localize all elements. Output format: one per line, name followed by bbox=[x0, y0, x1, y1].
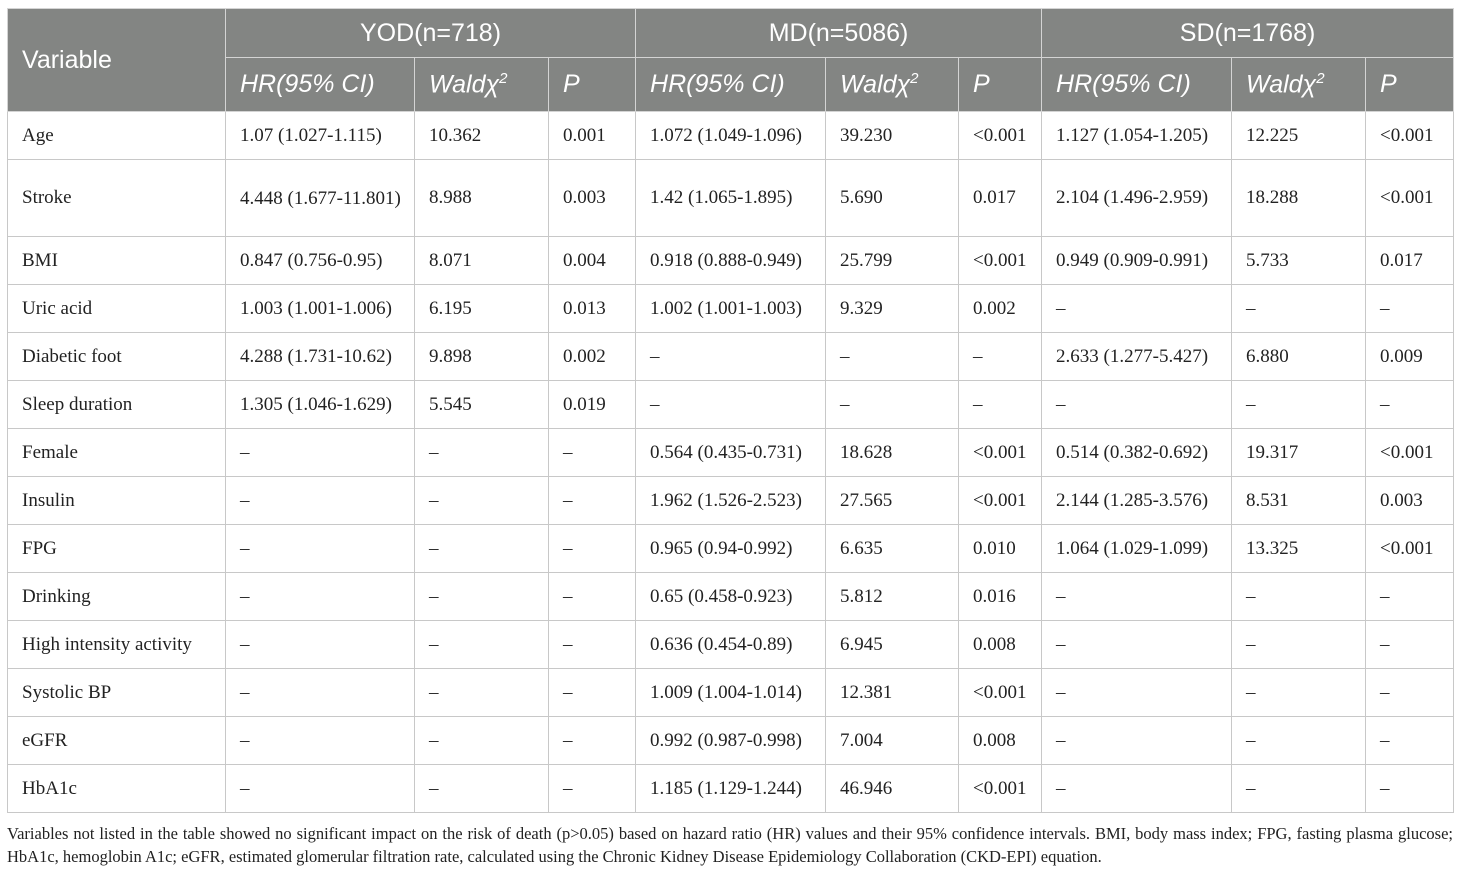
hr-cell: 0.992 (0.987-0.998) bbox=[636, 717, 826, 765]
table-row bbox=[8, 669, 1454, 717]
hr-cell: 4.288 (1.731-10.62) bbox=[226, 333, 415, 381]
p-cell: <0.001 bbox=[1366, 429, 1454, 477]
hr-cell: – bbox=[226, 621, 415, 669]
p-cell: – bbox=[1366, 573, 1454, 621]
p-cell: – bbox=[1366, 765, 1454, 813]
wald-cell: 18.628 bbox=[826, 429, 959, 477]
p-cell: 0.013 bbox=[549, 285, 636, 333]
wald-cell: 27.565 bbox=[826, 477, 959, 525]
table-row bbox=[8, 621, 1454, 669]
p-cell: – bbox=[549, 525, 636, 573]
p-cell: <0.001 bbox=[1366, 112, 1454, 160]
p-cell: 0.017 bbox=[1366, 237, 1454, 285]
p-cell: – bbox=[1366, 669, 1454, 717]
p-cell: – bbox=[549, 765, 636, 813]
wald-header: Waldχ$^2$ bbox=[415, 58, 549, 112]
variable-cell: BMI bbox=[8, 237, 226, 285]
hr-cell: 1.42 (1.065-1.895) bbox=[636, 160, 826, 237]
wald-cell: 6.945 bbox=[826, 621, 959, 669]
variable-cell: High intensity activity bbox=[8, 621, 226, 669]
variable-cell: HbA1c bbox=[8, 765, 226, 813]
wald-cell: 6.195 bbox=[415, 285, 549, 333]
p-cell: 0.010 bbox=[959, 525, 1042, 573]
p-cell: – bbox=[959, 381, 1042, 429]
p-cell: 0.017 bbox=[959, 160, 1042, 237]
hr-cell: 1.064 (1.029-1.099) bbox=[1042, 525, 1232, 573]
hr-cell: – bbox=[226, 525, 415, 573]
wald-cell: 12.225 bbox=[1232, 112, 1366, 160]
wald-cell: 9.329 bbox=[826, 285, 959, 333]
hr-cell: 0.847 (0.756-0.95) bbox=[226, 237, 415, 285]
table-row bbox=[8, 381, 1454, 429]
wald-cell: – bbox=[1232, 621, 1366, 669]
hr-cell: – bbox=[1042, 573, 1232, 621]
wald-cell: – bbox=[415, 573, 549, 621]
hr-cell: 0.65 (0.458-0.923) bbox=[636, 573, 826, 621]
wald-cell: 10.362 bbox=[415, 112, 549, 160]
hr-cell: 2.144 (1.285-3.576) bbox=[1042, 477, 1232, 525]
hr-cell: 1.962 (1.526-2.523) bbox=[636, 477, 826, 525]
p-cell: <0.001 bbox=[1366, 525, 1454, 573]
p-cell: – bbox=[959, 333, 1042, 381]
hr-cell: 0.949 (0.909-0.991) bbox=[1042, 237, 1232, 285]
hr-cell: 1.185 (1.129-1.244) bbox=[636, 765, 826, 813]
p-cell: – bbox=[549, 669, 636, 717]
wald-cell: 19.317 bbox=[1232, 429, 1366, 477]
wald-cell: 6.880 bbox=[1232, 333, 1366, 381]
hr-cell: 1.003 (1.001-1.006) bbox=[226, 285, 415, 333]
wald-cell: 8.071 bbox=[415, 237, 549, 285]
wald-cell: 25.799 bbox=[826, 237, 959, 285]
wald-cell: 7.004 bbox=[826, 717, 959, 765]
hr-cell: 1.127 (1.054-1.205) bbox=[1042, 112, 1232, 160]
p-cell: – bbox=[1366, 621, 1454, 669]
hr-cell: 0.636 (0.454-0.89) bbox=[636, 621, 826, 669]
hr-cell: – bbox=[636, 381, 826, 429]
wald-cell: – bbox=[1232, 285, 1366, 333]
p-cell: – bbox=[1366, 381, 1454, 429]
wald-cell: 8.531 bbox=[1232, 477, 1366, 525]
table-body bbox=[8, 112, 1454, 813]
p-cell: – bbox=[549, 621, 636, 669]
hr-cell: – bbox=[226, 477, 415, 525]
wald-cell: – bbox=[826, 333, 959, 381]
wald-cell: – bbox=[1232, 573, 1366, 621]
variable-cell: Insulin bbox=[8, 477, 226, 525]
hr-cell: – bbox=[1042, 765, 1232, 813]
hr-cell: – bbox=[1042, 669, 1232, 717]
p-cell: 0.001 bbox=[549, 112, 636, 160]
p-cell: – bbox=[549, 429, 636, 477]
hr-cell: – bbox=[226, 717, 415, 765]
group-header-sd: SD(n=1768) bbox=[1042, 9, 1454, 58]
wald-cell: 39.230 bbox=[826, 112, 959, 160]
p-cell: 0.016 bbox=[959, 573, 1042, 621]
hr-cell: 1.305 (1.046-1.629) bbox=[226, 381, 415, 429]
wald-cell: – bbox=[1232, 717, 1366, 765]
p-cell: 0.002 bbox=[959, 285, 1042, 333]
wald-cell: – bbox=[1232, 765, 1366, 813]
p-cell: 0.003 bbox=[549, 160, 636, 237]
variable-cell: Sleep duration bbox=[8, 381, 226, 429]
table-row bbox=[8, 765, 1454, 813]
hr-cell: – bbox=[1042, 621, 1232, 669]
wald-cell: – bbox=[415, 429, 549, 477]
table-row bbox=[8, 160, 1454, 237]
hr-cell: 0.514 (0.382-0.692) bbox=[1042, 429, 1232, 477]
wald-cell: 6.635 bbox=[826, 525, 959, 573]
p-cell: – bbox=[549, 477, 636, 525]
variable-cell: Age bbox=[8, 112, 226, 160]
wald-cell: 5.690 bbox=[826, 160, 959, 237]
p-cell: <0.001 bbox=[1366, 160, 1454, 237]
hr-cell: 0.965 (0.94-0.992) bbox=[636, 525, 826, 573]
cox-regression-table bbox=[7, 8, 1454, 813]
hr-cell: 1.072 (1.049-1.096) bbox=[636, 112, 826, 160]
table-row bbox=[8, 285, 1454, 333]
hr-cell: 0.564 (0.435-0.731) bbox=[636, 429, 826, 477]
wald-cell: 5.733 bbox=[1232, 237, 1366, 285]
hr-cell: – bbox=[1042, 285, 1232, 333]
wald-cell: 9.898 bbox=[415, 333, 549, 381]
p-cell: 0.019 bbox=[549, 381, 636, 429]
table-row bbox=[8, 525, 1454, 573]
wald-cell: 5.812 bbox=[826, 573, 959, 621]
hr-header: HR(95% CI) bbox=[226, 58, 415, 112]
p-cell: <0.001 bbox=[959, 237, 1042, 285]
p-cell: <0.001 bbox=[959, 765, 1042, 813]
p-cell: 0.008 bbox=[959, 621, 1042, 669]
table-row bbox=[8, 717, 1454, 765]
wald-cell: 46.946 bbox=[826, 765, 959, 813]
wald-cell: – bbox=[415, 717, 549, 765]
variable-cell: Diabetic foot bbox=[8, 333, 226, 381]
table-row bbox=[8, 573, 1454, 621]
results-table-container bbox=[7, 8, 1453, 813]
hr-cell: 2.633 (1.277-5.427) bbox=[1042, 333, 1232, 381]
hr-cell: 1.002 (1.001-1.003) bbox=[636, 285, 826, 333]
hr-cell: – bbox=[636, 333, 826, 381]
hr-cell: – bbox=[226, 573, 415, 621]
wald-cell: – bbox=[826, 381, 959, 429]
p-header: P bbox=[1366, 58, 1454, 112]
wald-header: Waldχ$^2$ bbox=[1232, 58, 1366, 112]
group-header-row bbox=[8, 9, 1454, 58]
table-row bbox=[8, 333, 1454, 381]
p-cell: <0.001 bbox=[959, 112, 1042, 160]
p-cell: <0.001 bbox=[959, 669, 1042, 717]
p-cell: – bbox=[549, 717, 636, 765]
table-row bbox=[8, 429, 1454, 477]
wald-cell: – bbox=[1232, 381, 1366, 429]
hr-cell: – bbox=[226, 765, 415, 813]
table-footnote: Variables not listed in the table showed no significant impact on the risk of death (p>0.05) based on hazard ratio (HR) values and their 95% confidence intervals. BMI, body mass index; FPG, fasting plasma glucose; HbA1c, hemoglobin A1c; eGFR, estimated glomerular filtration rate, calculated using the Chronic Kidney Disease Epidemiology Collaboration (CKD-EPI) equation. bbox=[7, 824, 1453, 866]
p-header: P bbox=[549, 58, 636, 112]
p-cell: – bbox=[1366, 285, 1454, 333]
hr-cell: 1.009 (1.004-1.014) bbox=[636, 669, 826, 717]
p-cell: 0.008 bbox=[959, 717, 1042, 765]
hr-cell: – bbox=[1042, 381, 1232, 429]
p-cell: 0.002 bbox=[549, 333, 636, 381]
variable-header: Variable bbox=[8, 9, 226, 112]
wald-header: Waldχ$^2$ bbox=[826, 58, 959, 112]
variable-cell: Stroke bbox=[8, 160, 226, 237]
hr-cell: 4.448 (1.677-11.801) bbox=[226, 160, 415, 237]
hr-cell: – bbox=[226, 429, 415, 477]
variable-cell: Drinking bbox=[8, 573, 226, 621]
p-header: P bbox=[959, 58, 1042, 112]
wald-cell: – bbox=[415, 621, 549, 669]
wald-cell: 12.381 bbox=[826, 669, 959, 717]
hr-cell: 0.918 (0.888-0.949) bbox=[636, 237, 826, 285]
wald-cell: – bbox=[1232, 669, 1366, 717]
variable-cell: Uric acid bbox=[8, 285, 226, 333]
wald-cell: 18.288 bbox=[1232, 160, 1366, 237]
variable-cell: eGFR bbox=[8, 717, 226, 765]
variable-cell: Systolic BP bbox=[8, 669, 226, 717]
p-cell: <0.001 bbox=[959, 477, 1042, 525]
hr-cell: 1.07 (1.027-1.115) bbox=[226, 112, 415, 160]
hr-header: HR(95% CI) bbox=[1042, 58, 1232, 112]
p-cell: – bbox=[549, 573, 636, 621]
wald-cell: 13.325 bbox=[1232, 525, 1366, 573]
group-header-yod: YOD(n=718) bbox=[226, 9, 636, 58]
p-cell: <0.001 bbox=[959, 429, 1042, 477]
p-cell: 0.004 bbox=[549, 237, 636, 285]
wald-cell: 5.545 bbox=[415, 381, 549, 429]
variable-cell: Female bbox=[8, 429, 226, 477]
hr-cell: – bbox=[226, 669, 415, 717]
wald-cell: – bbox=[415, 765, 549, 813]
hr-cell: 2.104 (1.496-2.959) bbox=[1042, 160, 1232, 237]
hr-header: HR(95% CI) bbox=[636, 58, 826, 112]
table-row bbox=[8, 237, 1454, 285]
p-cell: 0.009 bbox=[1366, 333, 1454, 381]
variable-cell: FPG bbox=[8, 525, 226, 573]
group-header-md: MD(n=5086) bbox=[636, 9, 1042, 58]
wald-cell: – bbox=[415, 477, 549, 525]
wald-cell: – bbox=[415, 525, 549, 573]
p-cell: – bbox=[1366, 717, 1454, 765]
table-row bbox=[8, 477, 1454, 525]
hr-cell: – bbox=[1042, 717, 1232, 765]
table-row bbox=[8, 112, 1454, 160]
wald-cell: – bbox=[415, 669, 549, 717]
wald-cell: 8.988 bbox=[415, 160, 549, 237]
p-cell: 0.003 bbox=[1366, 477, 1454, 525]
